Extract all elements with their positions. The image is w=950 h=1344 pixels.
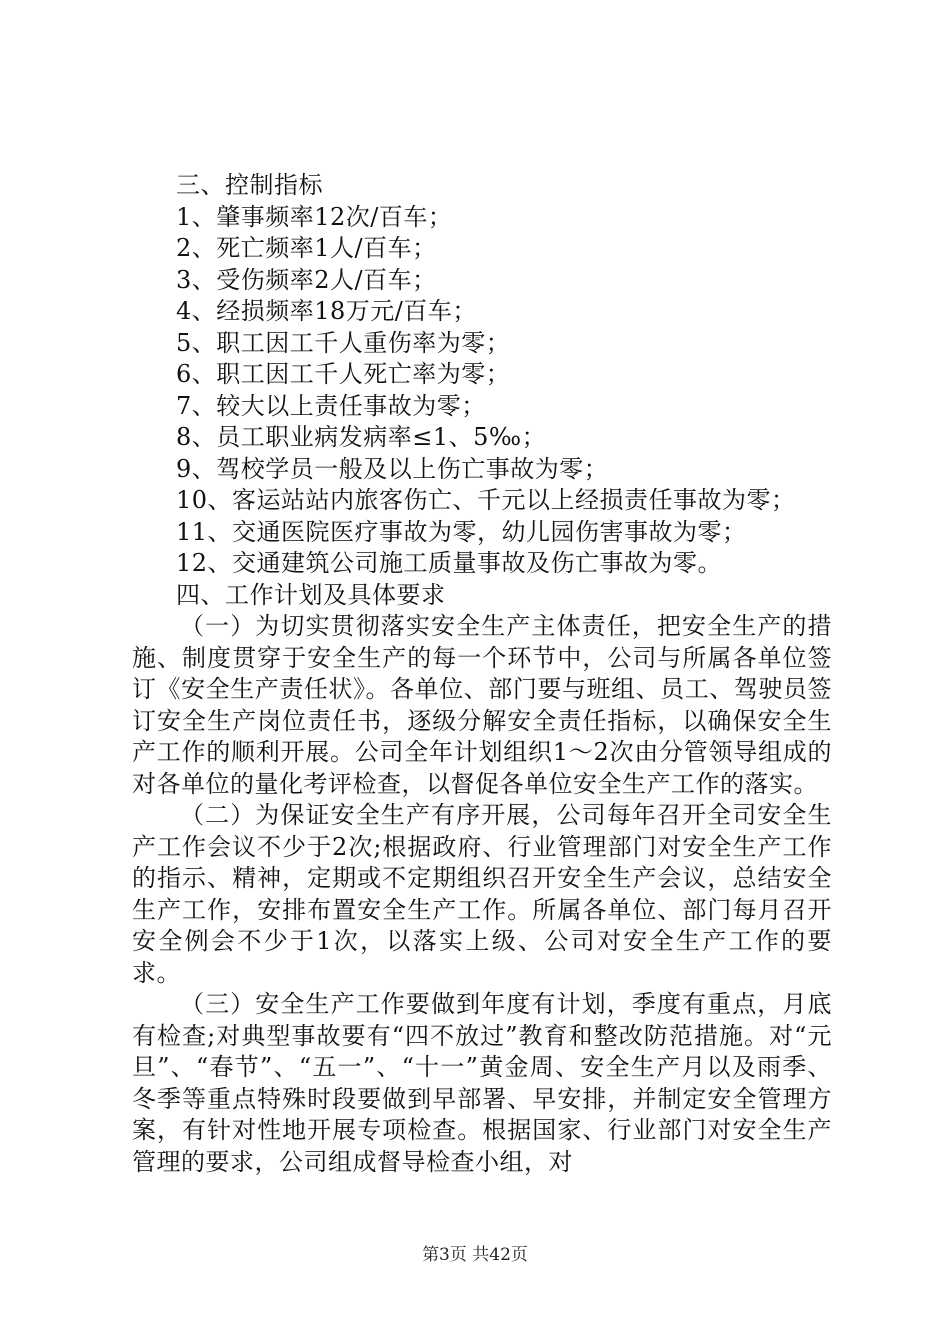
list-item: 4、经损频率18万元/百车； — [176, 297, 477, 325]
list-item: 12、交通建筑公司施工质量事故及伤亡事故为零。 — [176, 549, 723, 577]
section-heading: 三、控制指标 — [176, 171, 323, 199]
list-item: 6、职工因工千人死亡率为零； — [176, 360, 511, 388]
document-body — [132, 170, 832, 1178]
list-item: 8、员工职业病发病率≤1、5‰； — [176, 423, 547, 451]
list-item: 10、客运站站内旅客伤亡、千元以上经损责任事故为零； — [176, 486, 796, 514]
list-item: 2、死亡频率1人/百车； — [176, 234, 437, 262]
list-item: 3、受伤频率2人/百车； — [176, 265, 437, 294]
list-item: 11、交通医院医疗事故为零，幼儿园伤害事故为零； — [176, 517, 747, 546]
list-item: 5、职工因工千人重伤率为零； — [176, 328, 511, 357]
paragraph: （一）为切实贯彻落实安全生产主体责任，把安全生产的措施、制度贯穿于安全生产的每一个环节中，公司与所属各单位签订《安全生产责任状》。各单位、部门要与班组、员工、驾驶员签订安全生产岗位责任书，逐级分解安全责任指标，以确保安全生产工作的顺利开展。公司全年计划组织1～2次由分管领导组成的对各单位的量化考评检查，以督促各单位安全生产工作的落实。 — [132, 612, 832, 798]
list-item: 9、驾校学员一般及以上伤亡事故为零； — [176, 454, 609, 483]
list-item: 7、较大以上责任事故为零； — [176, 391, 486, 420]
section-heading: 四、工作计划及具体要求 — [176, 580, 446, 609]
paragraph: （二）为保证安全生产有序开展，公司每年召开全司安全生产工作会议不少于2次;根据政府、行业管理部门对安全生产工作的指示、精神，定期或不定期组织召开安全生产会议，总结安全生产工作，安排布置安全生产工作。所属各单位、部门每月召开安全例会不少于1次，以落实上级、公司对安全生产工作的要求。 — [132, 801, 832, 987]
list-item: 1、肇事频率12次/百车； — [176, 202, 453, 231]
paragraph: （三）安全生产工作要做到年度有计划，季度有重点，月底有检查;对典型事故要有“四不放过”教育和整改防范措施。对“元旦”、“春节”、“五一”、“十一”黄金周、安全生产月以及雨季、冬季等重点特殊时段要做到早部署、早安排，并制定安全管理方案，有针对性地开展专项检查。根据国家、行业部门对安全生产管理的要求，公司组成督导检查小组，对 — [132, 990, 832, 1176]
page-footer: 第3页 共42页 — [422, 1245, 528, 1265]
